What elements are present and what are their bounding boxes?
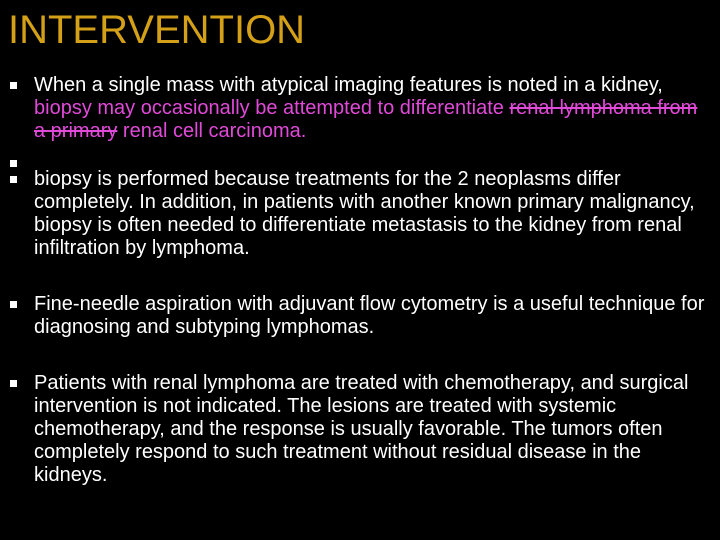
- bullet-text-1-end: renal cell carcinoma.: [117, 120, 307, 142]
- bullet-item-1: [10, 74, 712, 143]
- square-bullet-icon: [10, 82, 17, 89]
- bullet-text-4: Fine-needle aspiration with adjuvant flow cytometry is a useful technique for diagnosing and subtyping lymphomas.: [34, 293, 705, 338]
- slide-title: INTERVENTION: [8, 8, 306, 52]
- square-bullet-icon: [10, 160, 17, 167]
- bullet-text-1-highlight: biopsy may occasionally be attempted to differentiate: [34, 97, 510, 119]
- square-bullet-icon: [10, 176, 17, 183]
- bullet-item-3: [10, 168, 712, 260]
- bullet-text-5: Patients with renal lymphoma are treated with chemotherapy, and surgical intervention is not indicated. The lesions are treated with systemic chemotherapy, and the response is usually favorable. The tumors often completely respond to such treatment without residual disease in the kidneys.: [34, 372, 689, 486]
- bullet-item-4: [10, 293, 712, 339]
- bullet-item-5: [10, 372, 712, 487]
- square-bullet-icon: [10, 380, 17, 387]
- bullet-text-1a: When a single mass with atypical imaging features is noted in a kidney,: [34, 74, 663, 96]
- bullet-list: [10, 74, 712, 487]
- bullet-text-3: biopsy is performed because treatments for the 2 neoplasms differ completely. In addition, in patients with another known primary malignancy, biopsy is often needed to differentiate metastasis to the kidney from renal infiltration by lymphoma.: [34, 168, 695, 259]
- bullet-text-1-strike: renal lymphoma from a primary: [34, 97, 698, 142]
- bullet-item-2-empty: [10, 152, 712, 168]
- square-bullet-icon: [10, 301, 17, 308]
